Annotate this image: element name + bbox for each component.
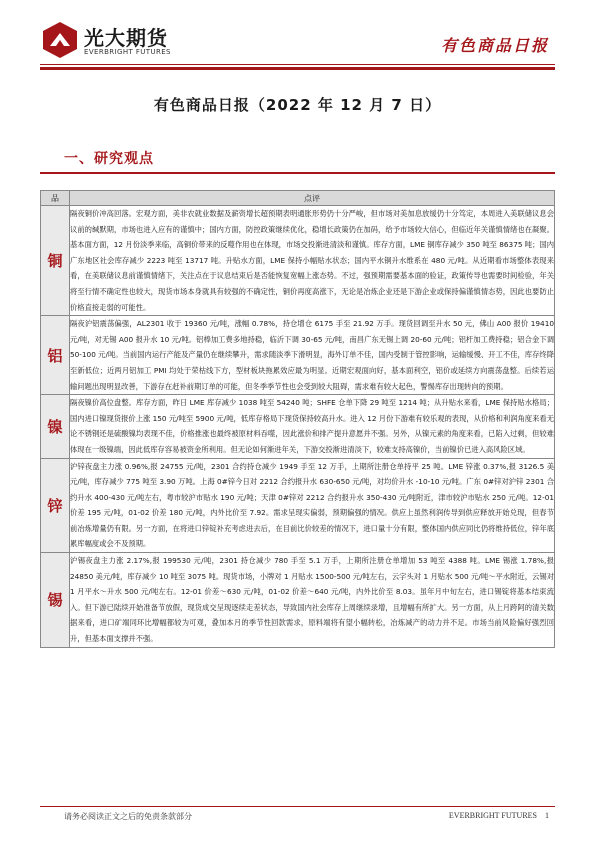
comment-text-tin: 沪锡夜盘主力涨 2.17%,报 199530 元/吨，2301 持仓减少 780 手至 5.1 万手，上期所注册仓单增加 53 吨至 4388 吨。LME 锡涨 1.78%,报 24850 美元/吨，库存减少 10 吨至 3075 吨。现货市场，小牌对 1 月贴水 1500-500 元/吨左右，云字头对 1 月贴水 500 元/吨～平水附近，云锡对 1 月平水～升水 500 元/吨左右。12-01 价差～630 元/吨，01-02 价差～640 元/吨，内外比价至 8.03。虽年月中旬左右，进口锡锭将基本结束流入。但下游已陆续开始准备节放假，现货成交呈现逐续走差状态，导致国内社会库存上周继续录增，且增幅有所扩大。另一方面，从上月跨阿的清关数据来看，进口矿端同环比增幅都较为可观，叠加本月的季节性回款需求，原料端将有望小幅转松，冶炼减产的动力并不足。市场当前风险偏好强烈回升，但基本面支撑并不强。 [70,553,555,648]
report-title: 有色商品日报（2022 年 12 月 7 日） [153,96,442,114]
page-number: 1 [545,811,549,820]
footer-company: EVERBRIGHT FUTURES [448,811,537,820]
column-header-comment: 点评 [70,191,555,206]
comment-text-nickel: 隔夜镍价高位盘整。库存方面，昨日 LME 库存减少 1038 吨至 54240 吨；SHFE 仓单下降 29 吨至 1214 吨；从升贴水来看，LME 保持贴水格局；国内进口镍现货报价上涨 150 元/吨至 5900 元/吨，低库存格局下现货保持较高升水。进入 12 月份下游难有较乐观的表现，从价格和利润角度来看无论不锈钢还是硫酸镍均表现不佳，价格推涨也最终被原材料吞噬，因此涨价和排产提升意愿并不强。另外，从镍元素的角度来看，已陷入过剩，但较难体现在一级镍端，因此低库存容易被资金所利用。但无论如何渐进年关，下游交投渐进清淡下，较难支持高镍价，当前镍价已进入高风险区域。 [70,395,555,458]
metal-label-copper: 铜 [41,206,70,316]
section-divider [40,172,555,174]
section-heading: 一、研究观点 [64,151,154,167]
metal-label-aluminium: 铝 [41,316,70,395]
table-row-copper [41,206,555,316]
disclaimer-note: 请务必阅读正文之后的免责条款部分 [64,812,192,821]
table-header-row [41,191,555,206]
metal-label-nickel: 镍 [41,395,70,458]
comment-text-copper: 隔夜铜价冲高回落。宏观方面，美非农就业数据及薪资增长超预期表明通胀形势仍十分严峻，但市场对美加息放缓仍十分笃定，本周进入美联储议息会议前的缄默期，市场也进入应有的谨慎中；国内方面，防控政策继续优化，稳增长政策仍在加码，给予市场较大信心，但临近年关谨慎情绪也在凝聚。基本面方面，12 月份淡季来临，高铜价带来的反噬作用也在体现，市场交投渐进清淡和谨慎。库存方面，LME 铜库存减少 350 吨至 86375 吨；国内广东地区社会库存减少 2223 吨至 13717 吨。升贴水方面，LME 保持小幅贴水状态；国内平水铜升水维系在 480 元/吨。从近期看市场整体表现来看，在美联储议息前谨慎情绪下，关注点在于议息结束后是否能恢复宽幅上涨态势。不过，强预期需要基本面的验证，政策传导也需要时间检验，年关将至行情不确定性也较大，现货市场本身就具有较强的不确定性，铜价再度高涨下，无论是冶炼企业还是下游企业或保持偏谨慎情态势，因此也要防止价格直接走弱的可能性。 [70,206,555,316]
metal-label-zinc: 锌 [41,458,70,553]
header-divider [40,64,555,65]
everbright-logo-icon [40,20,80,60]
column-header-metal: 品 [41,191,70,206]
footer-brand [441,811,549,820]
logo-english-name: EVERBRIGHT FUTURES [84,48,171,56]
table-row-aluminium [41,316,555,395]
company-logo [40,20,200,64]
commentary-table [40,190,555,648]
header-divider-thick [40,67,555,70]
footer-divider [40,806,555,807]
metal-label-tin: 锡 [41,553,70,648]
table-row-nickel [41,395,555,458]
table-row-zinc [41,458,555,553]
table-row-tin [41,553,555,648]
page-header [0,0,595,70]
comment-text-zinc: 沪锌夜盘主力涨 0.96%,报 24755 元/吨，2301 合约持仓减少 1949 手至 12 万手，上期所注册仓单持平 25 吨。LME 锌涨 0.37%,报 3126.5 美元/吨，库存减少 775 吨至 3.90 万吨。上海 0#锌今日对 2212 合约报升水 630-650 元/吨，对均价升水 -10-10 元/吨。广东 0#锌对沪锌 2301 合约升水 400-430 元/吨左右，粤市较沪市贴水 190 元/吨；天津 0#锌对 2212 合约报升水 350-430 元/吨附近，津市较沪市贴水 250 元/吨。12-01 价差 195 元/吨，01-02 价差 180 元/吨，内外比价至 7.92。需求呈现实偏弱，预期偏强的情况。供应上虽然利润传导到供应释放开始兑现，但春节前冶炼增量仍有限。另一方面，在将进口锌锭补充考虑进去后，在目前比价较差的情况下，进口量十分有限，整体国内供应同比仍将维持低位，锌年底累库幅度或会不及预期。 [70,458,555,553]
logo-chinese-name: 光大期货 [84,26,168,50]
comment-text-aluminium: 隔夜沪铝震荡偏强，AL2301 收于 19360 元/吨，涨幅 0.78%，持仓增仓 6175 手至 21.92 万手。现货回调至升水 50 元，佛山 A00 报价 19410 元/吨，对无锡 A00 报升水 10 元/吨。铝棒加工费多地持稳，临沂下调 30-65 元/吨，南昌广东无锡上调 20-60 元/吨；铝杆加工费持稳；铝合金下调 50-100 元/吨。当前国内运行产能及产量仍在继续攀升，需求随淡季下滑明显，海外订单不佳，国内受制于管控影响，运输缓慢、开工不佳，库存终降至新低位；近两月铝加工 PMI 均处于荣枯线下方，型材板块拖累效应最为明显。近期宏观面向好，基本面利空，铝价或延续方向震荡盘整。后续若运输问题出现明显改善，下游存在赶补前期订单的可能，但冬季季节性也会受到较大阻碍，需求难有较大起色，警惕库存出现转向的预期。 [70,316,555,395]
report-type-label: 有色商品日报 [440,36,549,55]
